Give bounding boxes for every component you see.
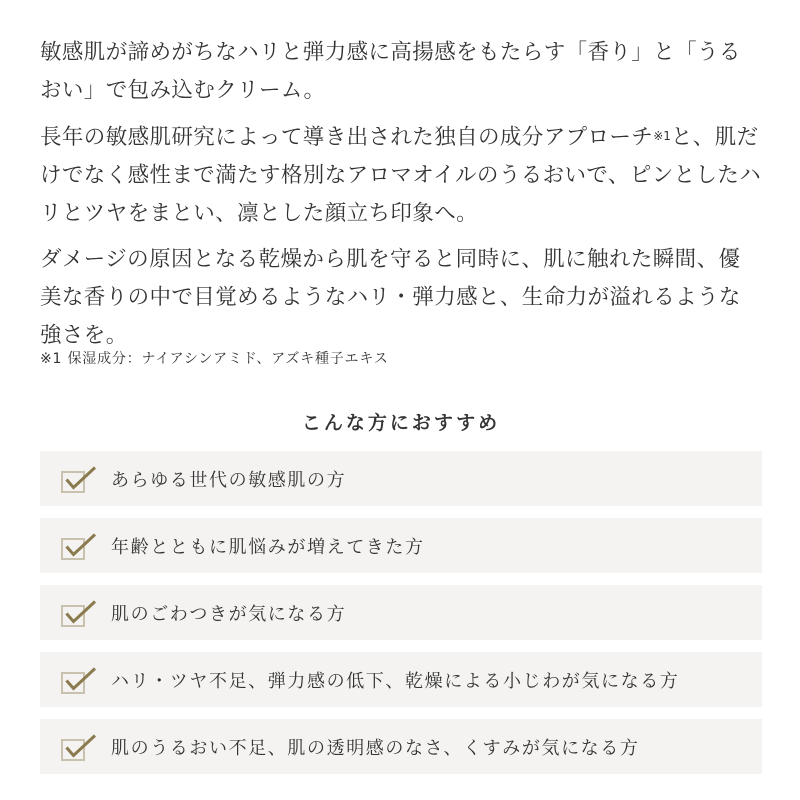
recommend-item	[40, 518, 762, 573]
recommend-item-label: 肌のごわつきが気になる方	[111, 603, 347, 625]
intro-paragraph-2-text-end: と、肌だけでなく感性まで満たす格別なアロマオイルのうるおいで、ピンとしたハリとツヤをまとい、凛とした顔立ち印象へ。	[40, 125, 762, 226]
recommend-item	[40, 451, 762, 506]
recommend-item-label: あらゆる世代の敏感肌の方	[111, 469, 347, 491]
checkbox-checkmark-icon	[60, 731, 98, 763]
recommend-item-label: 肌のうるおい不足、肌の透明感のなさ、くすみが気になる方	[111, 737, 640, 759]
intro-paragraph-2-text-start: 長年の敏感肌研究によって導き出された独自の成分アプローチ	[40, 125, 654, 150]
intro-paragraph-3: ダメージの原因となる乾燥から肌を守ると同時に、肌に触れた瞬間、優美な香りの中で目覚めるようなハリ・弾力感と、生命力が溢れるような強さを。	[40, 247, 741, 348]
checkbox-checkmark-icon	[60, 463, 98, 495]
checkbox-checkmark-icon	[60, 664, 98, 696]
intro-paragraph-1: 敏感肌が諦めがちなハリと弾力感に高揚感をもたらす「香り」と「うるおい」で包み込むクリーム。	[40, 40, 741, 103]
ingredient-footnote: ※1 保湿成分：ナイアシンアミド、アズキ種子エキス	[40, 351, 389, 367]
checkbox-checkmark-icon	[60, 597, 98, 629]
checkbox-checkmark-icon	[60, 530, 98, 562]
recommend-list	[40, 451, 762, 786]
recommend-item-label: 年齢とともに肌悩みが増えてきた方	[111, 536, 425, 558]
recommend-heading: こんな方におすすめ	[301, 412, 501, 434]
intro-paragraph-2	[40, 119, 762, 233]
recommend-item	[40, 652, 762, 707]
footnote-reference-mark: ※1	[653, 129, 671, 143]
recommend-item	[40, 719, 762, 774]
recommend-item-label: ハリ・ツヤ不足、弾力感の低下、乾燥による小じわが気になる方	[111, 670, 680, 692]
recommend-item	[40, 585, 762, 640]
